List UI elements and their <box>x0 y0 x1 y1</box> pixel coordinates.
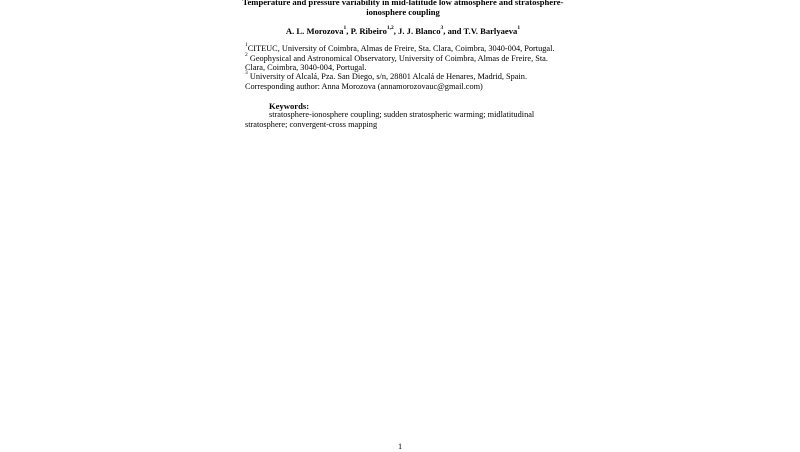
page-number: 1 <box>398 442 403 451</box>
affiliation-text: Clara, Coimbra, 3040-004, Portugal. <box>245 63 367 72</box>
affiliation-text: University of Alcalá, Pza. San Diego, s/n, 28801 Alcalá de Henares, Madrid, Spain. <box>247 72 528 81</box>
keywords-heading: Keywords: <box>269 101 310 111</box>
affiliation-text: CITEUC, University of Coimbra, Almas de Freire, Sta. Clara, Coimbra, 3040-004, Portugal. <box>247 44 555 53</box>
affiliation-mark: 3 <box>245 70 248 77</box>
affiliation-3 <box>245 72 527 82</box>
corresponding-author: Corresponding author: Anna Morozova (annamorozovauc@gmail.com) <box>245 82 483 91</box>
author-name: P. Ribeiro <box>350 26 387 36</box>
author-separator: , <box>393 26 399 36</box>
author-separator: , <box>346 26 351 36</box>
author-affiliation-mark: 1 <box>343 25 347 32</box>
author-affiliation-mark: 1,2 <box>386 25 394 32</box>
affiliation-text: Geophysical and Astronomical Observatory, University of Coimbra, Almas de Freire, Sta. <box>247 54 548 63</box>
keywords-line-1: stratosphere-ionosphere coupling; sudden stratospheric warming; midlatitudinal <box>269 110 535 119</box>
author-separator: , and <box>443 26 464 36</box>
paper-title <box>240 0 566 17</box>
keywords-line-2: stratosphere; convergent-cross mapping <box>245 120 378 129</box>
author-affiliation-mark: 1 <box>517 25 521 32</box>
author-list <box>200 26 606 36</box>
title-line-2: ionosphere coupling <box>366 7 440 17</box>
affiliation-mark: 1 <box>245 42 248 49</box>
author-affiliation-mark: 3 <box>440 25 444 32</box>
author-name: A. L. Morozova <box>285 26 344 36</box>
author-name: T.V. Barlyaeva <box>463 26 518 36</box>
affiliation-1 <box>245 44 554 54</box>
affiliation-mark: 2 <box>245 52 248 59</box>
title-line-1: Temperature and pressure variability in mid-latitude low atmosphere and stratosphere- <box>242 0 564 7</box>
author-name: J. J. Blanco <box>398 26 441 36</box>
